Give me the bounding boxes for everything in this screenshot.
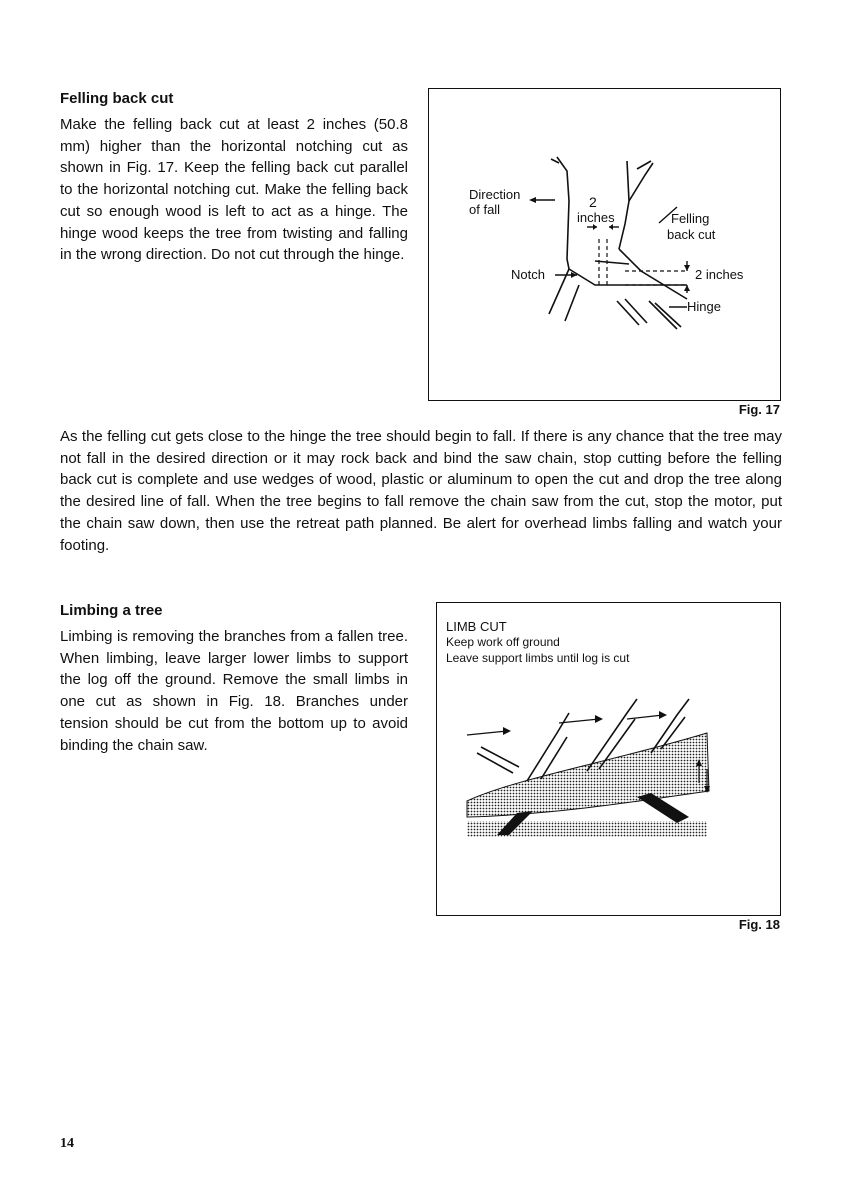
two-inches-label: 2 inches [695,267,744,282]
branch-right [629,163,653,201]
limbing-paragraph: Limbing is removing the branches from a fallen tree. When limbing, leave larger lower limbs to support the log off the ground. Remove the small limbs in one cut as shown in Fig. 18. Branches under tension should be cut from the bottom up to avoid binding the chain saw. [60,628,408,754]
figure-18-label: Fig. 18 [738,917,780,932]
felling-label-line2: back cut [667,227,716,242]
fallen-log [467,733,709,817]
page-number: 14 [60,1136,74,1151]
limb-cut-line2: Leave support limbs until log is cut [446,651,630,665]
stump-right3 [649,301,677,329]
inches-label: inches [577,210,615,225]
chain-cut-1 [477,753,513,773]
section-heading-felling-back-cut: Felling back cut [60,90,174,107]
trunk-right-edge [619,161,629,249]
stump-right1 [617,301,639,325]
direction-arrowhead [529,197,536,203]
felling-cut-top [595,261,629,264]
trunk-left-tip [551,159,559,163]
cut-arrow-1 [467,731,507,735]
felling-diagram [429,89,779,399]
felling-instructions-paragraph: As the felling cut gets close to the hinge the tree should begin to fall. If there is any chance that the tree may not fall in the desired direction or it may rock back and bind the saw chain, stop cutting before the felling back cut is complete and use wedges of wood, plastic or aluminum to open the cut and drop the tree along the desired line of fall. When the tree begins to fall remove the chain saw from the cut, stop the motor, put the chain saw down, then use the retreat path planned. Be alert for overhead limbs falling and watch your footing. [60,428,782,554]
stump-right2 [625,299,647,323]
limb-cut-diagram [437,603,779,913]
stump-left2 [565,285,579,321]
limb-cut-line1: Keep work off ground [446,635,560,649]
direction-label-line2: of fall [469,202,501,217]
hinge-label: Hinge [687,299,721,314]
figure-18-frame [436,602,781,916]
direction-label-line1: Direction [469,187,521,202]
felling-label-line1: Felling [671,211,710,226]
stump-left [549,269,569,314]
figure-17-label: Fig. 17 [738,402,780,417]
notch-label: Notch [511,267,545,282]
limb-cut-title: LIMB CUT [446,619,507,634]
figure-17-frame [428,88,781,401]
trunk-left-edge [557,157,569,269]
section-heading-limbing: Limbing a tree [60,602,163,619]
two-label: 2 [589,194,597,210]
felling-back-cut-paragraph: Make the felling back cut at least 2 inches (50.8 mm) higher than the horizontal notching cut as shown in Fig. 17. Keep the felling back cut parallel to the horizontal notching cut. Make the felling back cut so enough wood is left to act as a hinge. The hinge wood keeps the tree from twisting and falling in the wrong direction. Do not cut through the hinge. [60,116,408,264]
cut-arrow-3 [627,715,663,719]
hinge-edge [619,249,687,299]
